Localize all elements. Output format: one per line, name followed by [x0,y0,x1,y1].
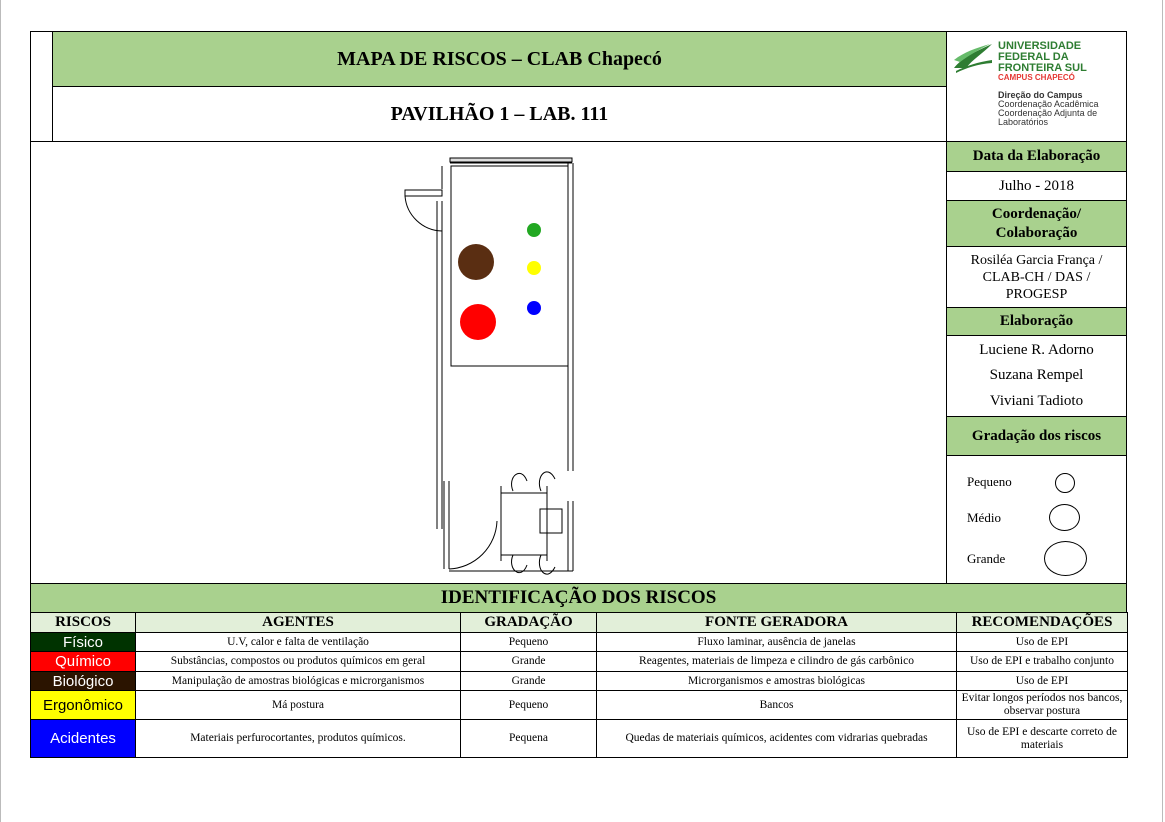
recommendation-cell: Uso de EPI e trabalho conjunto [957,652,1128,672]
university-logo-icon [952,40,994,74]
source-cell: Bancos [597,691,957,720]
risk-table [30,612,1128,758]
university-logo-block [946,31,1127,142]
biological-risk-circle [458,244,494,280]
logo-campus: CAMPUS CHAPECÓ [998,73,1075,82]
header-left-strip [30,31,53,142]
date-value: Julho - 2018 [946,171,1127,201]
date-label: Data da Elaboração [946,141,1127,172]
recommendation-cell: Evitar longos períodos nos bancos, observar postura [957,691,1128,720]
page-subtitle: PAVILHÃO 1 – LAB. 111 [52,86,947,142]
agents-cell: Manipulação de amostras biológicas e microrganismos [136,672,461,691]
recommendation-cell: Uso de EPI [957,672,1128,691]
gradation-label: Gradação dos riscos [946,416,1127,456]
logo-line-2: FEDERAL DA [998,51,1069,63]
physical-risk-circle [527,223,541,237]
gradation-small-circle [1055,473,1075,493]
gradation-cell: Grande [461,672,597,691]
agents-cell: Materiais perfurocortantes, produtos químicos. [136,720,461,758]
risk-row [31,633,1128,652]
accident-risk-circle [527,301,541,315]
gradation-medium-circle [1049,504,1080,531]
ergonomic-risk-circle [527,261,541,275]
column-header-agents: AGENTES [136,613,461,633]
risk-row [31,720,1128,758]
gradation-cell: Pequeno [461,633,597,652]
coordination-label-line-2: Colaboração [995,224,1078,241]
risk-row [31,691,1128,720]
risk-table-header [31,613,1128,633]
column-header-source: FONTE GERADORA [597,613,957,633]
authors-list [946,335,1127,417]
elaboration-label: Elaboração [946,307,1127,336]
floor-plan [31,141,948,584]
risk-name-cell: Físico [31,633,136,652]
logo-dept-3: Coordenação Adjunta de [998,108,1098,118]
logo-dept-1: Direção do Campus [998,90,1083,100]
author-2: Suzana Rempel [989,367,1084,384]
logo-line-3: FRONTEIRA SUL [998,62,1087,74]
risk-name-cell: Químico [31,652,136,672]
risk-name-cell: Ergonômico [31,691,136,720]
source-cell: Microrganismos e amostras biológicas [597,672,957,691]
column-header-gradation: GRADAÇÃO [461,613,597,633]
agents-cell: Substâncias, compostos ou produtos químicos em geral [136,652,461,672]
coordination-value [946,246,1127,308]
coordination-label [946,200,1127,247]
gradation-medium-label: Médio [967,510,1001,525]
gradation-small-label: Pequeno [967,474,1012,489]
coordination-value-line-2: CLAB-CH / DAS / [982,269,1091,285]
chemical-risk-circle [460,304,496,340]
risk-row [31,652,1128,672]
page-title: MAPA DE RISCOS – CLAB Chapecó [52,31,947,87]
agents-cell: U.V, calor e falta de ventilação [136,633,461,652]
coordination-label-line-1: Coordenação/ [991,205,1082,222]
gradation-cell: Pequena [461,720,597,758]
logo-line-1: UNIVERSIDADE [998,40,1082,52]
recommendation-cell: Uso de EPI e descarte correto de materiais [957,720,1128,758]
risk-row [31,672,1128,691]
logo-dept-2: Coordenação Acadêmica [998,99,1099,109]
gradation-large-label: Grande [967,551,1006,566]
recommendation-cell: Uso de EPI [957,633,1128,652]
floor-plan-area [30,141,947,584]
source-cell: Fluxo laminar, ausência de janelas [597,633,957,652]
source-cell: Quedas de materiais químicos, acidentes com vidrarias quebradas [597,720,957,758]
risk-name-cell: Acidentes [31,720,136,758]
gradation-legend [946,455,1127,584]
author-3: Viviani Tadioto [989,392,1084,409]
risk-section-title: IDENTIFICAÇÃO DOS RISCOS [30,583,1127,613]
gradation-large-circle [1044,541,1087,576]
risk-name-cell: Biológico [31,672,136,691]
gradation-cell: Grande [461,652,597,672]
agents-cell: Má postura [136,691,461,720]
column-header-risks: RISCOS [31,613,136,633]
author-1: Luciene R. Adorno [979,342,1094,359]
coordination-value-line-3: PROGESP [1005,286,1068,302]
column-header-recommendations: RECOMENDAÇÕES [957,613,1128,633]
coordination-value-line-1: Rosiléa Garcia França / [970,252,1103,268]
gradation-cell: Pequeno [461,691,597,720]
source-cell: Reagentes, materiais de limpeza e cilindro de gás carbônico [597,652,957,672]
logo-dept-4: Laboratórios [998,117,1049,127]
